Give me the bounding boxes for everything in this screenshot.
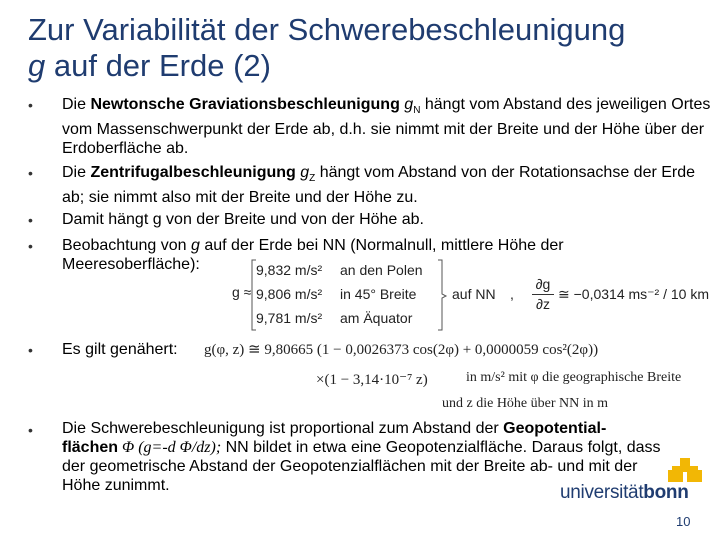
- g-value-45: 9,806 m/s²: [256, 286, 323, 302]
- b1-var: g: [399, 96, 414, 113]
- bullet-marker: •: [28, 165, 33, 181]
- b2-post: hängt vom Abstand von der Rotationsachse der Erde ab; sie nimmt also mit der Breite und der Höhe zu.: [62, 164, 696, 207]
- b1-sub: N: [413, 105, 421, 117]
- b2-sub: Z: [309, 173, 316, 185]
- bullet-marker: •: [28, 238, 33, 254]
- g-place-45: in 45° Breite: [340, 286, 417, 302]
- title-line-2: [28, 48, 708, 84]
- formula-line-3: und z die Höhe über NN in m: [442, 396, 609, 411]
- g-comma: ,: [510, 286, 514, 302]
- page-number: 10: [676, 514, 691, 529]
- bullet-text-1: [62, 95, 712, 158]
- b6-pre: Die Schwerebeschleunigung ist proportional zum Abstand der: [62, 420, 504, 437]
- g-approx-label: g ≈: [232, 284, 252, 300]
- b2-var: g: [295, 164, 310, 181]
- deriv-value: ≅ −0,0314 ms⁻² / 10 km: [558, 286, 710, 302]
- b6-bold: Geopotential-flächen: [62, 420, 607, 456]
- g-place-equator: am Äquator: [340, 310, 413, 326]
- logo-text-bonn: bonn: [643, 482, 689, 503]
- g-value-poles: 9,832 m/s²: [256, 262, 323, 278]
- university-bonn-logo: [560, 460, 715, 505]
- title-line-2-rest: auf der Erde (2): [45, 48, 271, 83]
- logo-text-universitaet: universität: [560, 482, 644, 503]
- g-value-equator: 9,781 m/s²: [256, 310, 323, 326]
- bullet-marker: •: [28, 212, 33, 228]
- title-line-1: Zur Variabilität der Schwerebeschleunigung: [28, 12, 626, 47]
- b6-formula: Φ (g=-d Φ/dz);: [118, 439, 222, 456]
- b1-post: hängt vom Abstand des jeweiligen Ortes vom Massenschwerpunkt der Erde ab, d.h. sie nimmt mit der Breite und der Höhe über der Erdoberfläche ab.: [62, 96, 711, 158]
- bullet-text-2: [62, 163, 712, 207]
- title-g-variable: g: [28, 48, 46, 83]
- b6-post: NN bildet in etwa eine Geopotenzialfläche. Daraus folgt, dass der geometrische Abstand der Geopotenzialflächen mit der Breite ab- und mit der Höhe zunimmt.: [62, 439, 661, 494]
- b4-var: g: [191, 237, 200, 254]
- deriv-fraction-bar: [532, 294, 554, 295]
- bullet-text-3: Damit hängt g von der Breite und von der Höhe ab.: [62, 211, 424, 228]
- bullet-marker: •: [28, 342, 33, 358]
- logo-text: [560, 482, 689, 504]
- formula-line-2b: in m/s² mit φ die geographische Breite: [466, 370, 682, 385]
- b4-post: auf der Erde bei NN (Normalnull, mittlere Höhe der Meeresoberfläche):: [62, 237, 564, 273]
- g-at-nn: auf NN: [452, 286, 496, 302]
- bullet-text-5: Es gilt genähert:: [62, 341, 178, 358]
- bullet-marker: •: [28, 422, 33, 438]
- g-place-poles: an den Polen: [340, 262, 423, 278]
- b1-pre: Die: [62, 96, 91, 113]
- slide-title: [28, 12, 708, 84]
- bullet-marker: •: [28, 97, 33, 113]
- castle-icon: [666, 456, 706, 484]
- deriv-denominator: ∂z: [536, 296, 550, 312]
- formula-line-2a: ×(1 − 3,14·10⁻⁷ z): [316, 372, 428, 388]
- b4-pre: Beobachtung von: [62, 237, 191, 254]
- deriv-numerator: ∂g: [535, 276, 551, 292]
- formula-line-1: g(φ, z) ≅ 9,80665 (1 − 0,0026373 cos(2φ) + 0,0000059 cos²(2φ)): [204, 342, 599, 358]
- b2-pre: Die: [62, 164, 91, 181]
- b1-bold: Newtonsche Graviationsbeschleunigung: [90, 96, 400, 113]
- b2-bold: Zentrifugalbeschleunigung: [90, 164, 296, 181]
